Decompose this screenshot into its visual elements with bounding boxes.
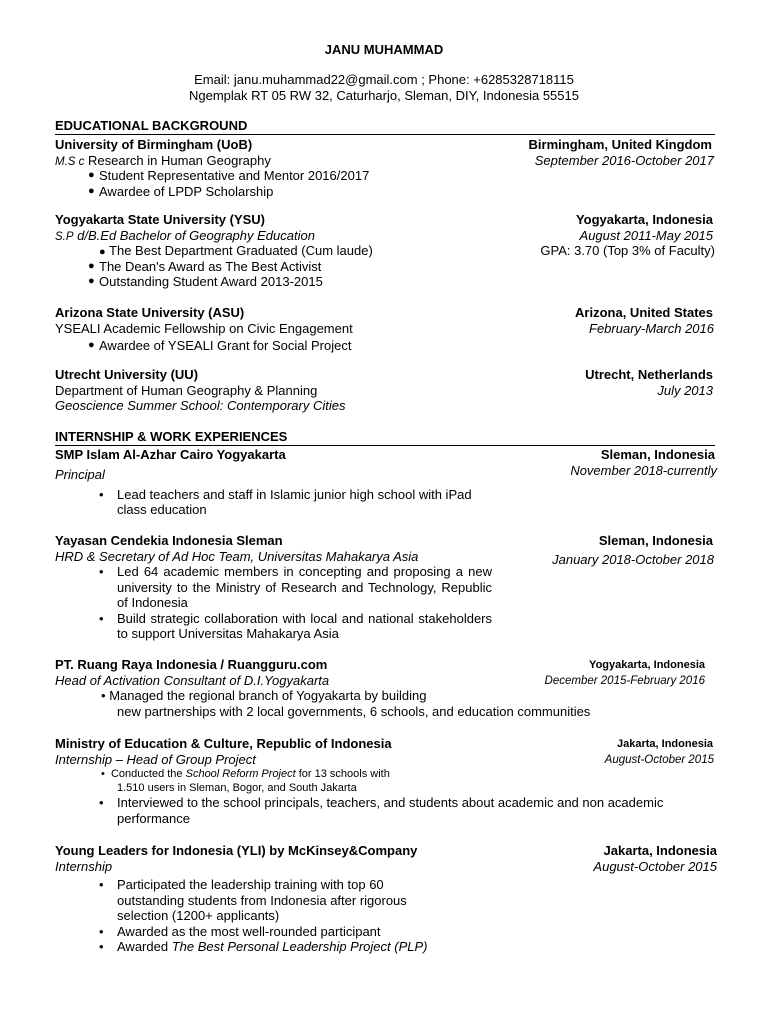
degree-prefix: S.P	[55, 230, 74, 243]
education-entry-ysu	[55, 212, 717, 290]
degree-dates: August 2011-May 2015	[579, 227, 713, 243]
list-item: • Lead teachers and staff in Islamic junior high school with iPad class education	[99, 486, 472, 517]
bullet-icon: ●	[88, 275, 95, 287]
organization-location: Sleman, Indonesia	[598, 533, 713, 548]
bullet-icon: ●	[88, 339, 95, 351]
list-item-continuation: new partnerships with 2 local governments, 6 schools, and education communities	[117, 703, 591, 719]
bullet-icon: •	[99, 486, 104, 502]
list-item-continuation: 1.510 users in Sleman, Bogor, and South Jakarta	[117, 782, 357, 794]
education-section-title: EDUCATIONAL BACKGROUND	[55, 118, 248, 133]
list-item: • Led 64 academic members in concepting and proposing a new university to the Ministry of Research and Technology, Republic of Indonesia	[99, 564, 492, 610]
bullet-icon: •	[99, 923, 104, 939]
bullet-icon: •	[101, 768, 105, 780]
list-item: • Awarded as the most well-rounded participant	[99, 923, 381, 939]
institution-location: Utrecht, Netherlands	[585, 367, 713, 382]
organization-name: Ministry of Education & Culture, Republic of Indonesia	[55, 736, 392, 751]
role-dates: August-October 2015	[593, 858, 717, 874]
section-divider	[55, 134, 715, 135]
bullet-icon: •	[101, 688, 106, 703]
education-entry-uu	[55, 367, 717, 414]
degree-dates: September 2016-October 2017	[534, 152, 714, 168]
degree-name: d/B.Ed Bachelor of Geography Education	[77, 227, 315, 243]
role-title: Principal	[55, 467, 105, 482]
role-dates: November 2018-currently	[570, 462, 717, 478]
organization-name: Yayasan Cendekia Indonesia Sleman	[55, 533, 283, 548]
institution-location: Yogyakarta, Indonesia	[575, 212, 713, 227]
candidate-name: JANU MUHAMMAD	[324, 42, 444, 57]
experience-entry-smp	[55, 447, 717, 518]
experience-section-title: INTERNSHIP & WORK EXPERIENCES	[55, 429, 288, 444]
institution-name: Arizona State University (ASU)	[55, 305, 245, 320]
bullet-icon: ●	[99, 246, 106, 258]
institution-name: Utrecht University (UU)	[55, 367, 199, 382]
list-item: • Build strategic collaboration with local and national stakeholders to support Universitas Mahakarya Asia	[99, 610, 492, 641]
list-item: ● The Best Department Graduated (Cum laude)	[99, 243, 373, 258]
list-item: • Conducted the School Reform Project for 13 schools with	[101, 768, 390, 780]
organization-name: SMP Islam Al-Azhar Cairo Yogyakarta	[55, 447, 286, 462]
institution-location: Arizona, United States	[575, 305, 713, 320]
list-item: ● Awardee of YSEALI Grant for Social Project	[88, 338, 352, 353]
experience-entry-ministry	[55, 736, 717, 826]
bullet-icon: •	[99, 564, 104, 579]
bullet-icon: ●	[88, 184, 95, 197]
bullet-icon: •	[99, 939, 104, 954]
institution-location: Birmingham, United Kingdom	[528, 137, 712, 152]
role-dates: August-October 2015	[604, 753, 714, 766]
bullet-icon: ●	[88, 169, 95, 181]
bullet-icon: •	[99, 877, 104, 892]
education-entry-uob	[55, 137, 717, 199]
gpa: GPA: 3.70 (Top 3% of Faculty)	[540, 243, 715, 258]
list-item: • Awarded The Best Personal Leadership Project (PLP)	[99, 939, 428, 954]
degree-name: Research in Human Geography	[88, 152, 271, 168]
bullet-icon: ●	[88, 259, 95, 272]
role-title: Head of Activation Consultant of D.I.Yogyakarta	[55, 672, 330, 688]
degree-name: YSEALI Academic Fellowship on Civic Engagement	[55, 320, 353, 336]
list-item: ● Student Representative and Mentor 2016/2017	[88, 168, 370, 183]
role-title: HRD & Secretary of Ad Hoc Team, Universitas Mahakarya Asia	[55, 548, 419, 564]
degree-name: Department of Human Geography & Planning	[55, 382, 318, 398]
education-entry-asu	[55, 305, 717, 354]
experience-entry-yli	[55, 843, 717, 955]
degree-dates: July 2013	[657, 382, 713, 398]
role-title: Internship – Head of Group Project	[55, 751, 256, 767]
list-item: ● The Dean's Award as The Best Activist	[88, 258, 322, 274]
bullet-icon: •	[99, 610, 104, 626]
degree-prefix: M.S c	[55, 155, 85, 168]
list-item: ● Outstanding Student Award 2013-2015	[88, 274, 323, 289]
contact-email-phone: Email: janu.muhammad22@gmail.com ; Phone: +6285328718115	[194, 72, 574, 87]
list-item: • Interviewed to the school principals, teachers, and students about academic and non academic performance	[99, 795, 664, 826]
bullet-icon: •	[99, 795, 104, 810]
role-dates: December 2015-February 2016	[544, 674, 705, 687]
organization-name: PT. Ruang Raya Indonesia / Ruangguru.com	[55, 657, 328, 672]
institution-name: University of Birmingham (UoB)	[55, 137, 253, 152]
section-divider	[55, 445, 715, 446]
role-title: Internship	[55, 858, 113, 874]
program-name: Geoscience Summer School: Contemporary Cities	[55, 398, 346, 413]
organization-location: Jakarta, Indonesia	[617, 738, 713, 750]
organization-location: Jakarta, Indonesia	[603, 843, 717, 858]
organization-location: Yogyakarta, Indonesia	[589, 659, 705, 671]
experience-entry-yayasan	[55, 533, 717, 642]
role-dates: January 2018-October 2018	[552, 551, 714, 567]
degree-dates: February-March 2016	[589, 320, 714, 336]
organization-name: Young Leaders for Indonesia (YLI) by McKinsey&Company	[55, 843, 418, 858]
list-item: • Participated the leadership training with top 60 outstanding students from Indonesia after rigorous selection (1200+ applicants)	[99, 877, 407, 923]
experience-entry-ruangguru	[55, 657, 717, 719]
institution-name: Yogyakarta State University (YSU)	[55, 212, 265, 227]
contact-address: Ngemplak RT 05 RW 32, Caturharjo, Sleman, DIY, Indonesia 55515	[189, 88, 579, 103]
list-item: • Managed the regional branch of Yogyakarta by building	[101, 688, 427, 703]
organization-location: Sleman, Indonesia	[600, 447, 715, 462]
list-item: ● Awardee of LPDP Scholarship	[88, 183, 274, 199]
